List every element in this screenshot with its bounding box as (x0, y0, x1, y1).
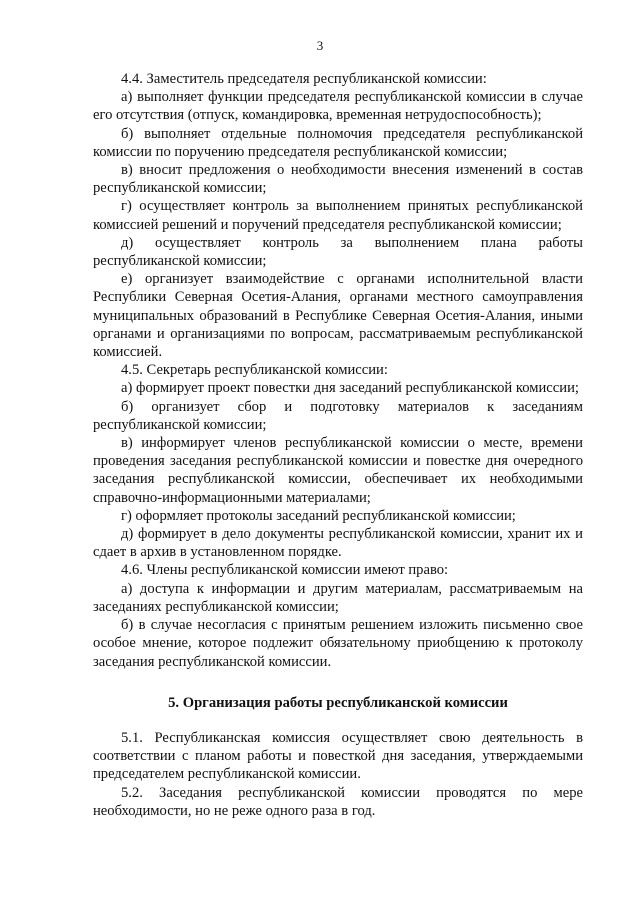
paragraph-4-5-d: д) формирует в дело документы республиканской комиссии, хранит их и сдает в архив в установленном порядке. (93, 526, 583, 561)
paragraph-4-4-a: а) выполняет функции председателя республиканской комиссии в случае его отсутствия (отпуск, командировка, временная нетрудоспособность); (93, 89, 583, 124)
section-4-body (93, 70, 583, 671)
paragraph-4-4-v: в) вносит предложения о необходимости внесения изменений в состав республиканской комиссии; (93, 162, 583, 197)
paragraph-4-4-d: д) осуществляет контроль за выполнением плана работы республиканской комиссии; (93, 234, 583, 270)
paragraph-4-5: 4.5. Секретарь республиканской комиссии: (121, 362, 388, 379)
paragraph-4-5-v: в) информирует членов республиканской комиссии о месте, времени проведения заседания республиканской комиссии и повестке дня очередного заседания республиканской комиссии, обеспечивает их необходимыми справочно-информационными материалами; (93, 435, 583, 506)
page-number: 3 (316, 38, 324, 53)
paragraph-5-1: 5.1. Республиканская комиссия осуществляет свою деятельность в соответствии с планом работы и повесткой дня заседания, утверждаемыми председателем республиканской комиссии. (93, 730, 583, 783)
paragraph-4-6-a: а) доступа к информации и другим материалам, рассматриваемым на заседаниях республиканской комиссии; (93, 580, 583, 615)
paragraph-4-4: 4.4. Заместитель председателя республиканской комиссии: (121, 71, 487, 87)
paragraph-4-5-b: б) организует сбор и подготовку материалов к заседаниям республиканской комиссии; (93, 398, 583, 433)
section-5-heading: 5. Организация работы республиканской комиссии (168, 695, 508, 711)
paragraph-4-5-g: г) оформляет протоколы заседаний республиканской комиссии; (121, 507, 516, 524)
paragraph-4-6-b: б) в случае несогласия с принятым решением изложить письменно свое особое мнение, которое подлежит обязательному приобщению к протоколу заседания республиканской комиссии. (93, 617, 583, 670)
paragraph-4-4-e: е) организует взаимодействие с органами исполнительной власти Республики Северная Осетия-Алания, органами местного самоуправления муниципальных образований в Республике Северная Осетия-Алания, иными органами и организациями по вопросам, рассматриваемым республиканской комиссией. (93, 271, 583, 361)
paragraph-4-4-g: г) осуществляет контроль за выполнением принятых республиканской комиссией решений и поручений председателя республиканской комиссии; (93, 198, 583, 233)
paragraph-4-5-a: а) формирует проект повестки дня заседаний республиканской комиссии; (121, 380, 579, 397)
paragraph-5-2: 5.2. Заседания республиканской комиссии проводятся по мере необходимости, но не реже одного раза в год. (93, 784, 583, 819)
paragraph-4-4-b: б) выполняет отдельные полномочия председателя республиканской комиссии по поручению председателя республиканской комиссии; (93, 125, 583, 160)
section-5-body (93, 729, 583, 820)
paragraph-4-6: 4.6. Члены республиканской комиссии имеют право: (121, 562, 449, 579)
